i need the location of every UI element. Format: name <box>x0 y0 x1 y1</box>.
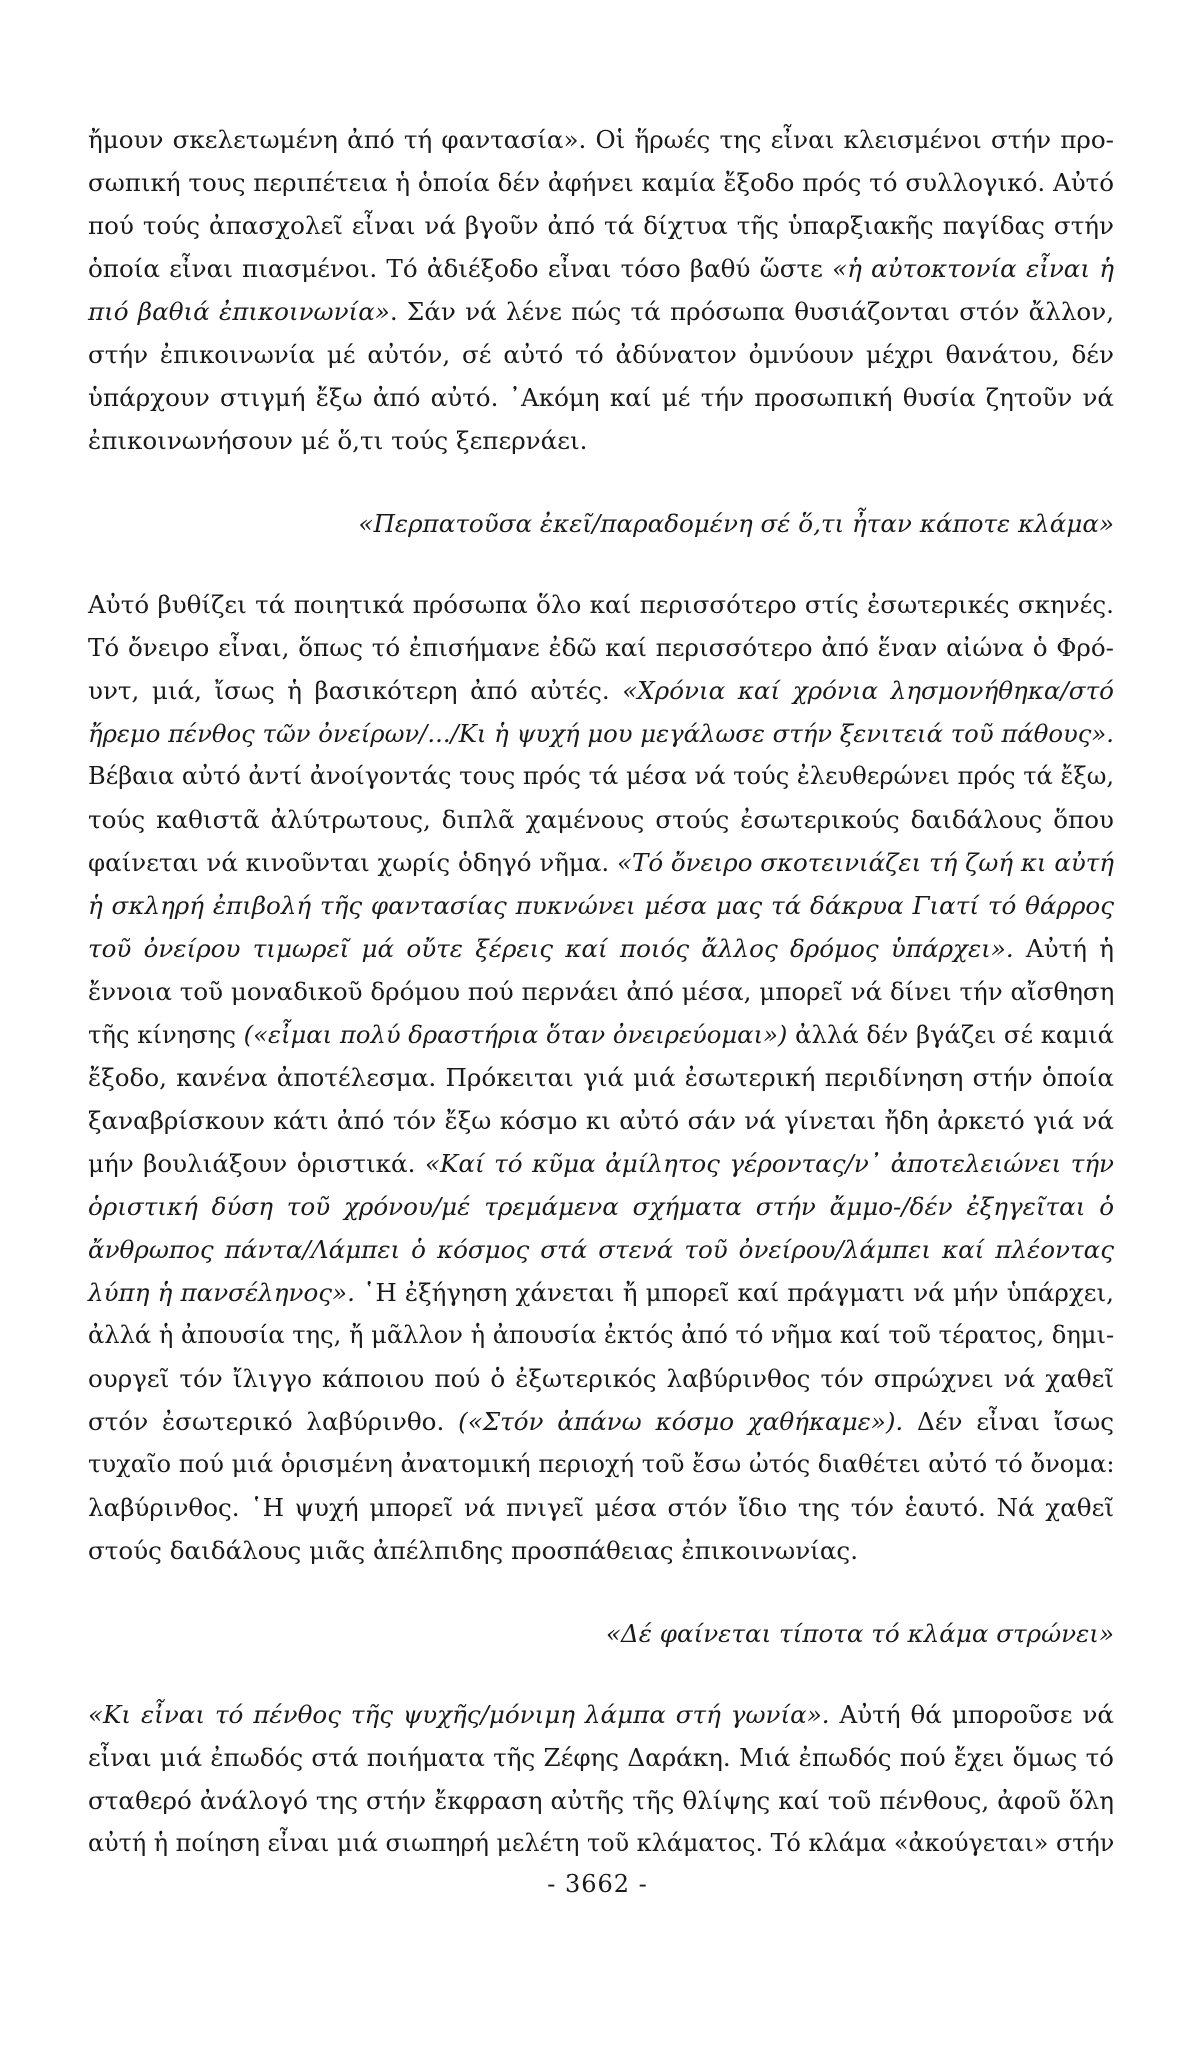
text-run: ὁποία εἶναι πιασμένοι. Τό ἀδιέξοδο εἶναι τόσο βαθύ ὥστε <box>88 254 833 283</box>
text-run: ἀλλά δέν βγάζει σέ καμιά <box>787 1020 1114 1049</box>
text-run: μήν βουλιάξουν ὁριστικά. <box>88 1149 425 1178</box>
quote-run: «ἡ αὐτοκτονία εἶναι ἡ <box>832 254 1114 283</box>
quote-run: ὁριστική δύση τοῦ χρόνου/μέ τρεμάμενα σχήματα στήν ἄμμο-/δέν ἐξηγεῖται ὁ <box>88 1192 1114 1221</box>
text-line <box>88 841 1114 884</box>
epigraph-1: «Περπατοῦσα ἐκεῖ/παραδομένη σέ ὅ,τι ἦταν κάποτε κλάμα» <box>358 509 1114 538</box>
epigraph-2: «Δέ φαίνεται τίποτα τό κλάμα στρώνει» <box>605 1619 1114 1648</box>
quote-run: «Τό ὄνειρο σκοτεινιάζει τή ζωή κι αὐτή <box>616 848 1114 877</box>
text-line: Αὐτό βυθίζει τά ποιητικά πρόσωπα ὅλο καί περισσότερο στίς ἐσωτερικές σκηνές. <box>88 590 1114 619</box>
text-run: Δέν εἶναι ἴσως <box>903 1407 1114 1436</box>
text-line <box>88 1400 1114 1443</box>
text-line <box>88 927 1114 970</box>
page-body <box>88 118 1114 1865</box>
text-run: Αὐτή ἡ <box>1013 934 1114 963</box>
text-line: λαβύρινθος. ῾Η ψυχή μπορεῖ νά πνιγεῖ μέσα στόν ἴδιο της τόν ἑαυτό. Νά χαθεῖ <box>88 1493 1114 1522</box>
paragraph-2 <box>88 583 1114 1572</box>
text-line: ὑπάρχουν στιγμή ἔξω ἀπό αὐτό. ᾿Ακόμη καί μέ τήν προσωπική θυσία ζητοῦν νά <box>88 383 1114 412</box>
text-run: στόν ἐσωτερικό λαβύρινθο. <box>88 1407 459 1436</box>
quote-run: «Καί τό κῦμα ἀμίλητος γέροντας/ν᾿ ἀποτελειώνει τήν <box>424 1149 1115 1178</box>
quote-run: («εἶμαι πολύ δραστήρια ὅταν ὀνειρεύομαι») <box>243 1020 788 1049</box>
text-line: Βέβαια αὐτό ἀντί ἀνοίγοντάς τους πρός τά μέσα νά τούς ἐλευθερώνει πρός τά ἔξω, <box>88 762 1115 790</box>
text-run: τῆς κίνησης <box>88 1020 244 1049</box>
quote-run: («Στόν ἀπάνω κόσμο χαθήκαμε»). <box>458 1407 904 1436</box>
text-line <box>88 1693 1114 1736</box>
text-line: πού τούς ἀπασχολεῖ εἶναι νά βγοῦν ἀπό τά δίχτυα τῆς ὑπαρξιακῆς παγίδας στήν <box>88 211 1114 240</box>
text-line <box>88 669 1114 712</box>
text-line <box>88 884 1114 927</box>
text-line: τούς καθιστᾶ ἀλύτρωτους, διπλᾶ χαμένους στούς ἐσωτερικούς δαιδάλους ὅπου <box>88 805 1114 834</box>
quote-run: «Κι εἶναι τό πένθος τῆς ψυχῆς/μόνιμη λάμπα στή γωνία». <box>88 1700 830 1729</box>
text-run: . Σάν νά λένε πώς τά πρόσωπα θυσιάζονται στόν ἄλλον, <box>389 297 1115 326</box>
quote-run: λύπη ἡ πανσέληνος». <box>88 1278 355 1307</box>
quote-run: πιό βαθιά ἐπικοινωνία» <box>88 297 390 326</box>
text-run: υντ, μιά, ἴσως ἡ βασικότερη ἀπό αὐτές. <box>88 676 623 705</box>
text-line <box>88 1013 1114 1056</box>
text-line <box>88 1271 1114 1314</box>
text-line: τυχαῖο πού μιά ὁρισμένη ἀνατομική περιοχή τοῦ ἔσω ὠτός διαθέτει αὐτό τό ὄνομα: <box>88 1450 1115 1478</box>
paragraph-1 <box>88 118 1114 462</box>
text-line: στήν ἐπικοινωνία μέ αὐτόν, σέ αὐτό τό ἀδύνατον ὀμνύουν μέχρι θανάτου, δέν <box>88 340 1114 369</box>
text-run: ῾Η ἐξήγηση χάνεται ἤ μπορεῖ καί πράγματι νά μήν ὑπάρχει, <box>354 1278 1114 1307</box>
text-line <box>88 290 1114 333</box>
page-number: - 3662 - <box>547 1870 648 1898</box>
text-line: ἀλλά ἡ ἀπουσία της, ἤ μᾶλλον ἡ ἀπουσία ἐκτός ἀπό τό νῆμα καί τοῦ τέρατος, δημι- <box>88 1321 1115 1349</box>
text-line <box>88 1228 1114 1271</box>
quote-run: ἡ σκληρή ἐπιβολή τῆς φαντασίας πυκνώνει μέσα μας τά δάκρυα Γιατί τό θάρρος <box>88 891 1114 920</box>
text-run: Αὐτή θά μποροῦσε νά <box>829 1700 1115 1729</box>
text-line: σωπική τους περιπέτεια ἡ ὁποία δέν ἀφήνει καμία ἔξοδο πρός τό συλλογικό. Αὐτό <box>88 168 1114 197</box>
quote-run: «Χρόνια καί χρόνια λησμονήθηκα/στό <box>622 676 1114 705</box>
text-line: Τό ὄνειρο εἶναι, ὅπως τό ἐπισήμανε ἐδῶ καί περισσότερο ἀπό ἕναν αἰώνα ὁ Φρό- <box>88 633 1114 662</box>
paragraph-3 <box>88 1693 1114 1865</box>
text-line <box>88 247 1114 290</box>
text-line: ουργεῖ τόν ἴλιγγο κάποιου πού ὁ ἐξωτερικός λαβύρινθος τόν σπρώχνει νά χαθεῖ <box>88 1364 1114 1393</box>
text-line: ἐπικοινωνήσουν μέ ὅ,τι τούς ξεπερνάει. <box>88 426 588 455</box>
text-line: ἤμουν σκελετωμένη ἀπό τή φαντασία». Οἱ ἥρωές της εἶναι κλεισμένοι στήν προ- <box>88 125 1114 154</box>
quote-run: ἤρεμο πένθος τῶν ὀνείρων/.../Κι ἡ ψυχή μου μεγάλωσε στήν ξενιτειά τοῦ πάθους». <box>88 719 1114 748</box>
quote-run: ἄνθρωπος πάντα/Λάμπει ὁ κόσμος στά στενά τοῦ ὀνείρου/λάμπει καί πλέοντας <box>88 1235 1114 1264</box>
text-line: αὐτή ἡ ποίηση εἶναι μιά σιωπηρή μελέτη τοῦ κλάματος. Τό κλάμα «ἀκούγεται» στήν <box>88 1829 1115 1857</box>
text-line <box>88 1185 1114 1228</box>
text-line: ἔννοια τοῦ μοναδικοῦ δρόμου πού περνάει ἀπό μέσα, μπορεῖ νά δίνει τήν αἴσθηση <box>88 977 1115 1006</box>
text-line: σταθερό ἀνάλογό της στήν ἔκφραση αὐτῆς τῆς θλίψης καί τοῦ πένθους, ἀφοῦ ὅλη <box>88 1786 1114 1815</box>
text-line <box>88 1142 1114 1185</box>
text-run: φαίνεται νά κινοῦνται χωρίς ὁδηγό νῆμα. <box>88 848 617 877</box>
text-line: ξαναβρίσκουν κάτι ἀπό τόν ἔξω κόσμο κι αὐτό σάν νά γίνεται ἤδη ἀρκετό γιά νά <box>88 1106 1114 1135</box>
text-line: ἔξοδο, κανένα ἀποτέλεσμα. Πρόκειται γιά μιά ἐσωτερική περιδίνηση στήν ὁποία <box>88 1063 1114 1092</box>
text-line <box>88 712 1114 755</box>
text-line: στούς δαιδάλους μιᾶς ἀπέλπιδης προσπάθειας ἐπικοινωνίας. <box>88 1536 859 1565</box>
text-line: εἶναι μιά ἐπωδός στά ποιήματα τῆς Ζέφης Δαράκη. Μιά ἐπωδός πού ἔχει ὅμως τό <box>88 1743 1114 1772</box>
quote-run: τοῦ ὀνείρου τιμωρεῖ μά οὔτε ξέρεις καί ποιός ἄλλος δρόμος ὑπάρχει». <box>88 934 1014 963</box>
